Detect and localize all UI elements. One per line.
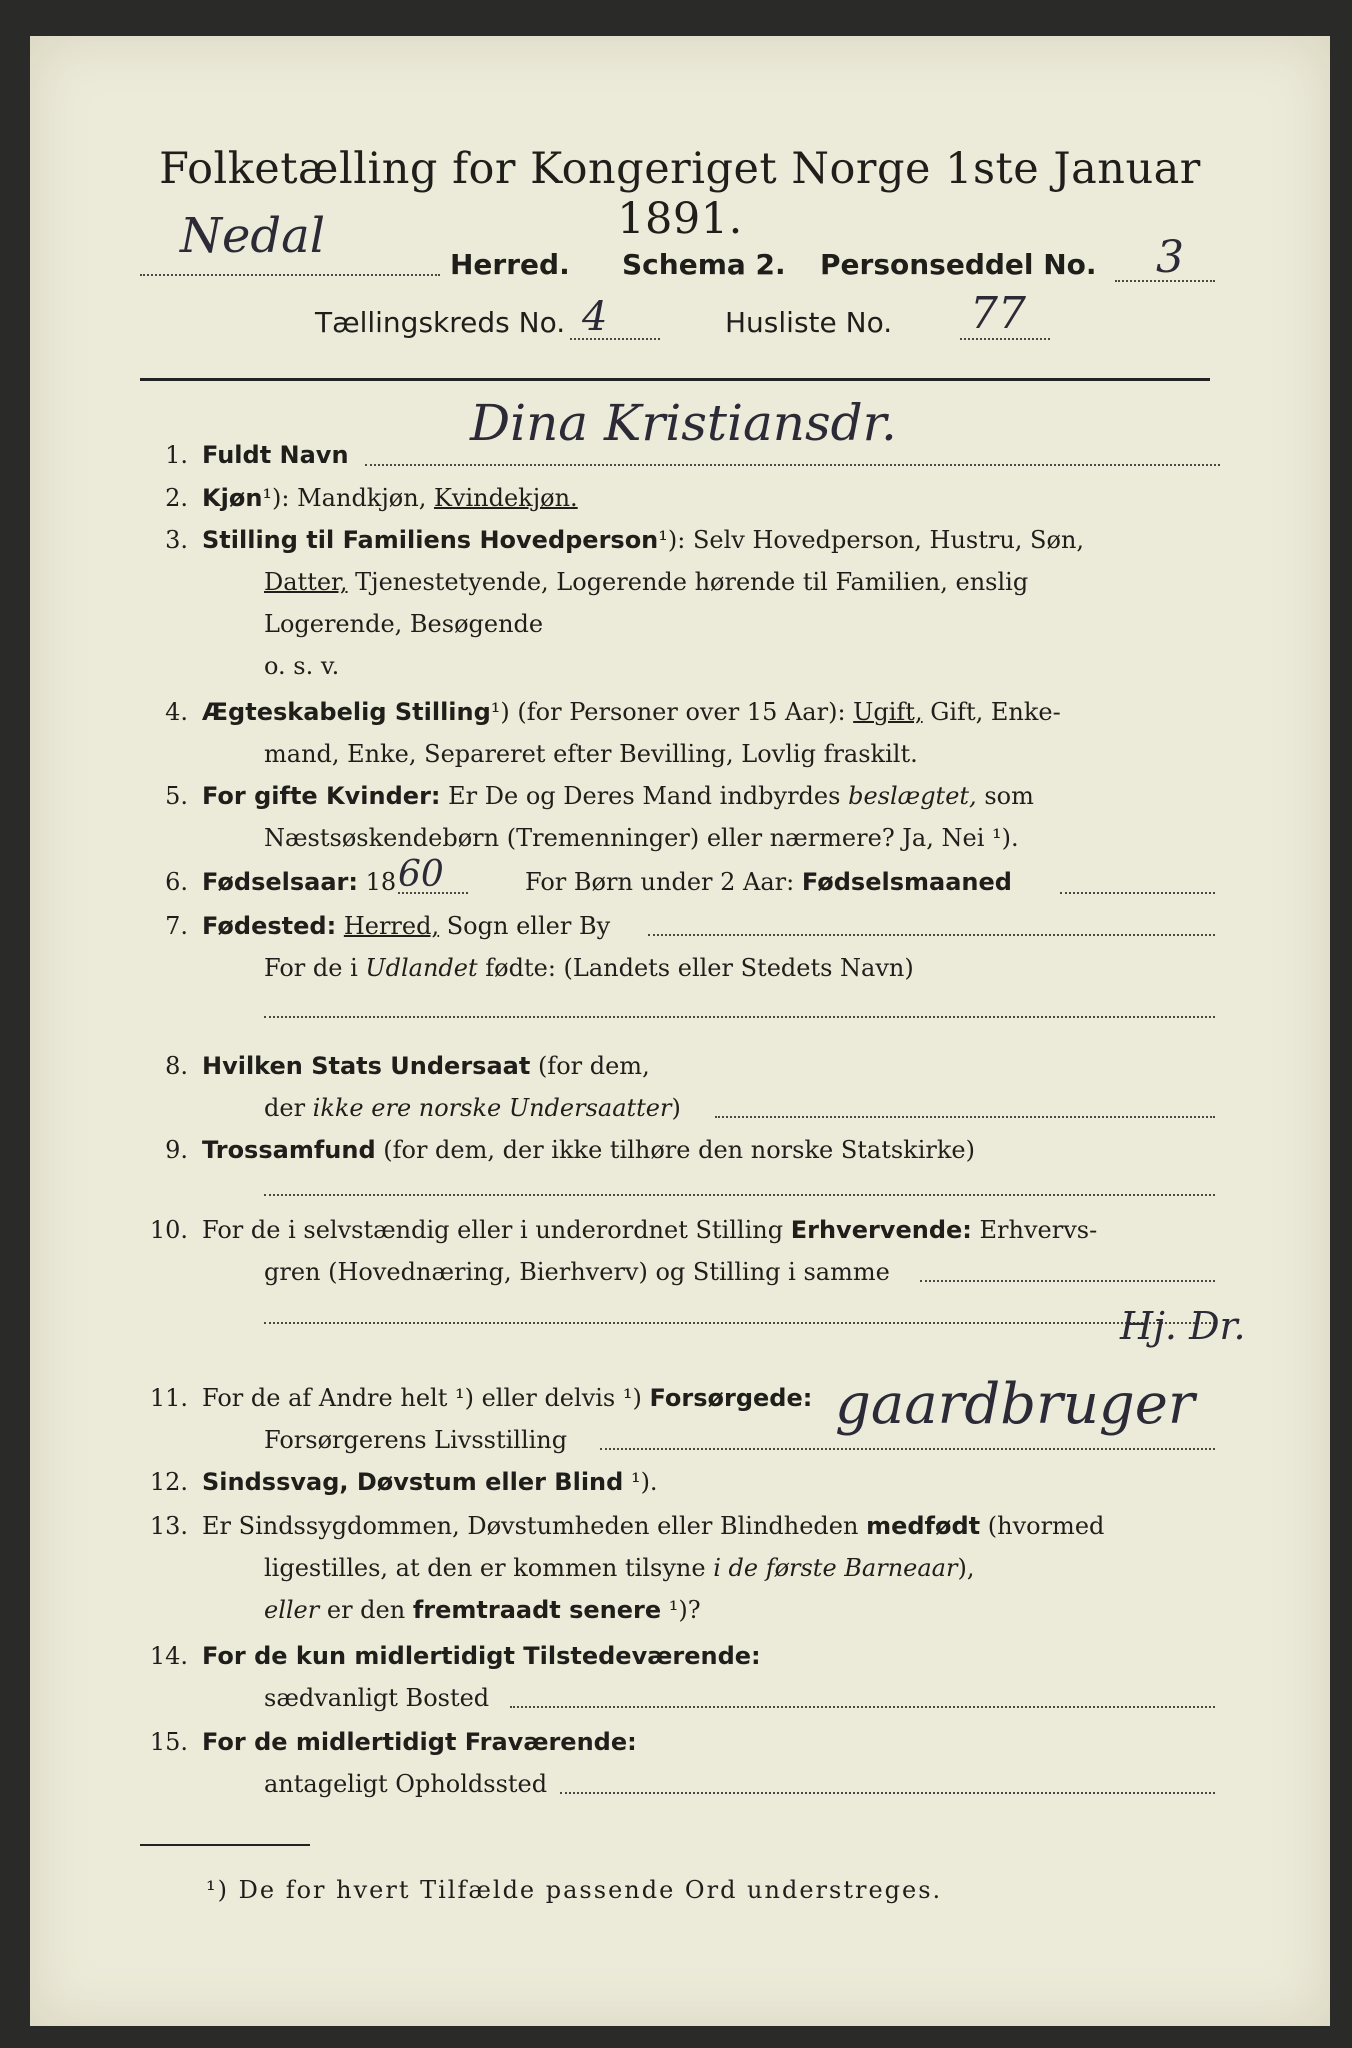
q3-label: Stilling til Familiens Hovedperson (202, 526, 659, 554)
q7-line2 (264, 954, 914, 982)
q10-dotline1 (920, 1280, 1215, 1282)
q13-line2c: ), (957, 1554, 975, 1582)
q9-label: Trossamfund (202, 1136, 376, 1164)
q11-line1 (202, 1384, 812, 1412)
kreds-label: Tællingskreds No. (315, 306, 566, 339)
q4-line1 (202, 698, 1061, 726)
q13-label: medfødt (866, 1512, 981, 1540)
q10-line1 (202, 1216, 1097, 1244)
q6-dotline-year (398, 892, 468, 894)
q4-number: 4. (165, 698, 188, 726)
q8-line1-text: (for dem, (530, 1052, 650, 1080)
personseddel-dotline (1115, 280, 1215, 282)
form-title: Folketælling for Kongeriget Norge 1ste Januar 1891. (159, 144, 1201, 244)
q6-number: 6. (165, 868, 188, 896)
personseddel-value: 3 (1156, 232, 1184, 283)
q8-line2 (264, 1094, 681, 1122)
q3-line2 (264, 568, 1028, 596)
q8-number: 8. (165, 1052, 188, 1080)
q14-line2: sædvanligt Bosted (264, 1684, 490, 1712)
q11-line1a: For de af Andre helt ¹) eller delvis ¹) (202, 1384, 650, 1412)
q2-number: 2. (165, 484, 188, 512)
herred-dotline (140, 274, 440, 276)
q3-datter: Datter, (264, 568, 348, 596)
q3-line1 (202, 526, 1084, 554)
q3-line4: o. s. v. (264, 652, 340, 680)
q15-number: 15. (149, 1728, 188, 1756)
q3-number: 3. (165, 526, 188, 554)
q15-line2: antageligt Opholdssted (264, 1770, 548, 1798)
q13-line2a: ligestilles, at den er kommen tilsyne (264, 1554, 714, 1582)
q6-prefix: 18 (358, 868, 397, 896)
husliste-label: Husliste No. (725, 306, 893, 339)
q2-text-a: ¹): Mandkjøn, (262, 484, 434, 512)
q12-number: 12. (149, 1468, 188, 1496)
kreds-dotline (570, 338, 660, 340)
q9-number: 9. (165, 1136, 188, 1164)
q5-line2: Næstsøskendebørn (Tremenninger) eller nærmere? Ja, Nei ¹). (264, 824, 1019, 852)
q8-line2b: ikke ere norske Undersaatter (312, 1094, 672, 1122)
q7-text: Sogn eller By (439, 912, 611, 940)
q5-number: 5. (165, 782, 188, 810)
q5-label: For gifte Kvinder: (202, 782, 441, 810)
q14-dotline (510, 1706, 1215, 1708)
q13-line1b: (hvormed (980, 1512, 1105, 1540)
q8-label: Hvilken Stats Undersaat (202, 1052, 531, 1080)
q9-line (202, 1136, 975, 1164)
q5-line1a: Er De og Deres Mand indbyrdes (440, 782, 849, 810)
q13-line2b: i de første Barneaar (713, 1554, 958, 1582)
herred-value: Nedal (180, 208, 326, 264)
q13-line2 (264, 1554, 974, 1582)
q13-number: 13. (149, 1512, 188, 1540)
q6-label2: Fødselsmaaned (801, 868, 1012, 896)
footnote-rule (140, 1844, 310, 1846)
q6-line2 (525, 868, 1012, 896)
q1-value: Dina Kristiansdr. (470, 394, 897, 452)
husliste-value: 77 (970, 288, 1026, 339)
q12-line (202, 1468, 658, 1496)
q11-value: gaardbruger (835, 1372, 1195, 1437)
q6-text: For Børn under 2 Aar: (525, 868, 802, 896)
q4-label: Ægteskabelig Stilling (202, 698, 491, 726)
q7-label: Fødested: (202, 912, 337, 940)
q7-number: 7. (165, 912, 188, 940)
q13-line3d: ¹)? (661, 1596, 701, 1624)
q5-line1c: som (976, 782, 1034, 810)
q12-label: Sindssvag, Døvstum eller Blind (202, 1468, 624, 1496)
q3-line2-text: Tjenestetyende, Logerende hørende til Familien, enslig (347, 568, 1029, 596)
q9-text: (for dem, der ikke tilhøre den norske Statskirke) (375, 1136, 975, 1164)
q11-label: Forsørgede: (649, 1384, 813, 1412)
q7-dotline2 (264, 1016, 1215, 1018)
q3-line1-text: ¹): Selv Hovedperson, Hustru, Søn, (658, 526, 1085, 554)
q3-line3: Logerende, Besøgende (264, 610, 544, 638)
q4-line1a: ¹) (for Personer over 15 Aar): (490, 698, 854, 726)
q10-dotline2 (264, 1322, 1215, 1324)
q13-line1a: Er Sindssygdommen, Døvstumheden eller Blindheden (202, 1512, 867, 1540)
q2-text-b: Kvindekjøn. (433, 484, 578, 512)
schema-label: Schema 2. (622, 248, 786, 281)
q11-line2: Forsørgerens Livsstilling (264, 1426, 568, 1454)
q1-label: Fuldt Navn (202, 441, 349, 469)
q5-line1b: beslægtet, (848, 782, 977, 810)
q8-line1 (202, 1052, 650, 1080)
q8-line2c: ) (671, 1094, 681, 1122)
q10-line1b: Erhvervs- (971, 1216, 1098, 1244)
footnote: ¹) De for hvert Tilfælde passende Ord understreges. (206, 1876, 943, 1904)
q6-dotline-month (1060, 892, 1215, 894)
husliste-dotline (960, 338, 1050, 340)
herred-label: Herred. (450, 248, 570, 281)
header-rule (140, 378, 1210, 381)
q6-line (202, 868, 396, 896)
q2-label: Kjøn (202, 484, 263, 512)
q7-herred: Herred, (343, 912, 440, 940)
q14-number: 14. (149, 1642, 188, 1670)
q13-line1 (202, 1512, 1104, 1540)
q6-label: Fødselsaar: (202, 868, 358, 896)
q5-line1 (202, 782, 1034, 810)
q11-number: 11. (149, 1384, 188, 1412)
kreds-value: 4 (582, 294, 608, 340)
q4-line2: mand, Enke, Separeret efter Bevilling, Lovlig fraskilt. (264, 740, 918, 768)
q10-line1a: For de i selvstændig eller i underordnet Stilling (202, 1216, 791, 1244)
q13-line3c: fremtraadt senere (412, 1596, 662, 1624)
q4-ugift: Ugift, (853, 698, 923, 726)
q1-number: 1. (165, 441, 188, 469)
q13-line3a: eller (264, 1596, 320, 1624)
q2-line (202, 484, 578, 512)
q1-dotline (365, 464, 1220, 466)
q10-label: Erhvervende: (790, 1216, 972, 1244)
q12-text: ¹). (623, 1468, 658, 1496)
q15-dotline (560, 1792, 1215, 1794)
q10-number: 10. (149, 1216, 188, 1244)
q7-line1 (202, 912, 610, 940)
q13-line3 (264, 1596, 701, 1624)
q10-line2: gren (Hovednæring, Bierhverv) og Stilling i samme (264, 1258, 890, 1286)
q15-label: For de midlertidigt Fraværende: (202, 1728, 637, 1756)
q7-line2b: Udlandet (365, 954, 478, 982)
q6-value: 60 (398, 854, 444, 895)
q7-dotline (648, 934, 1215, 936)
personseddel-label: Personseddel No. (820, 248, 1097, 281)
q8-dotline (715, 1116, 1215, 1118)
q13-line3b: er den (319, 1596, 413, 1624)
q7-line2c: fødte: (Landets eller Stedets Navn) (477, 954, 914, 982)
census-form-sheet (30, 36, 1330, 2026)
q7-line2a: For de i (264, 954, 366, 982)
q4-line1b: Gift, Enke- (922, 698, 1061, 726)
q9-dotline (264, 1194, 1215, 1196)
q11-dotline (600, 1448, 1215, 1450)
q14-label: For de kun midlertidigt Tilstedeværende: (202, 1642, 761, 1670)
form-content (140, 36, 1246, 2026)
q10-value: Hj. Dr. (1120, 1304, 1246, 1348)
q8-line2a: der (264, 1094, 313, 1122)
